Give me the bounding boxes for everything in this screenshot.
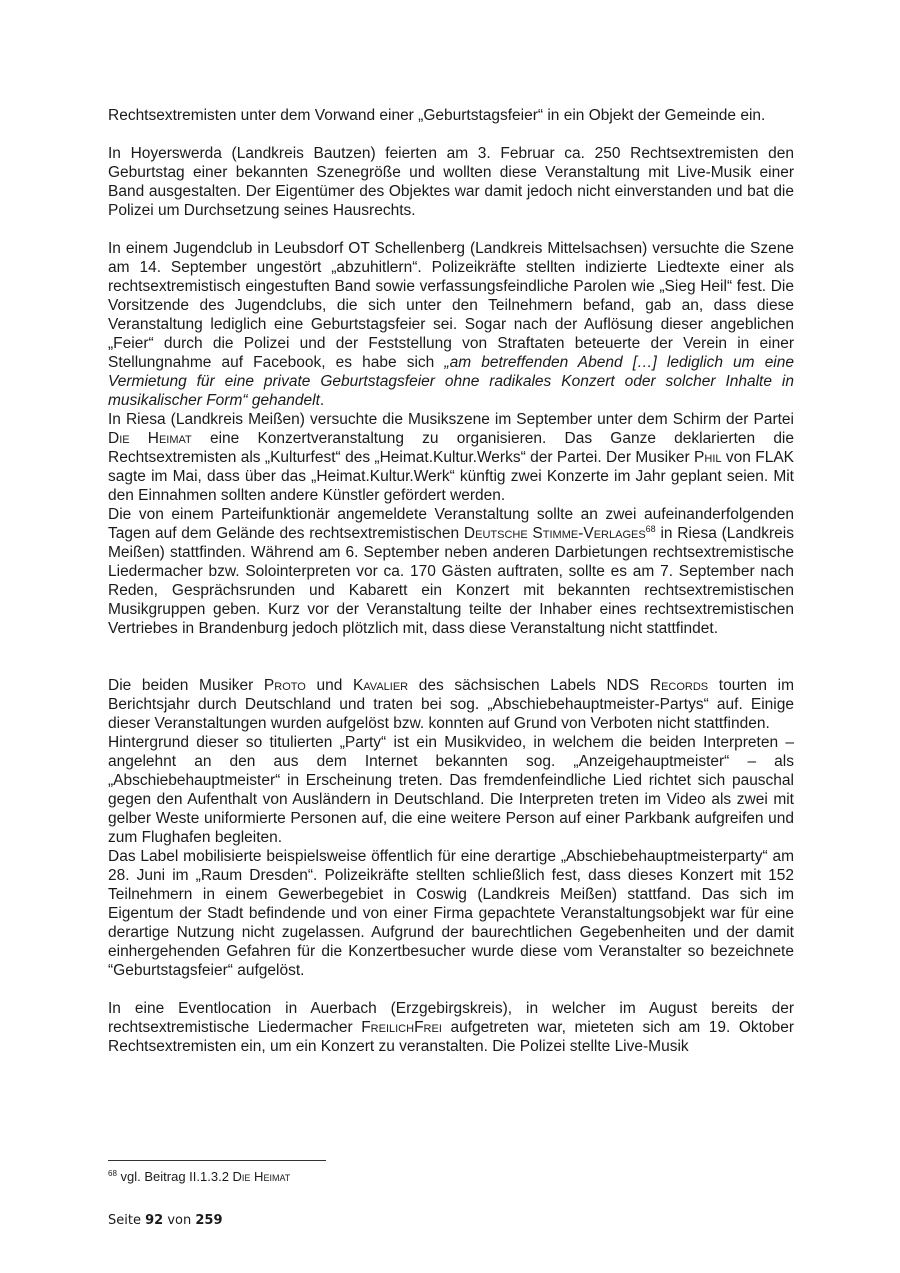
paragraph-text: In einem Jugendclub in Leubsdorf OT Schellenberg (Landkreis Mittelsachsen) versuchte die Szene am 14. September ungestört „abzuhitlern“. Polizeikräfte stellten indizierte Liedtexte einer als rechtsextremistisch eingestuften Band sowie verfassungsfeindliche Parolen wie „Sieg Heil“ fest. Die Vorsitzende des Jugendclubs, die sich unter den Teilnehmern befand, gab an, dass diese Veranstaltung lediglich eine Geburtstagsfeier sei. Sogar nach der Auflösung dieser angeblichen „Feier“ durch die Polizei und der Feststellung von Straftaten beteuerte der Verein in einer Stellungnahme auf Facebook, es habe sich: [108, 240, 794, 371]
footnote-divider: [108, 1160, 326, 1161]
quote-text: „am betreffenden Abend […] lediglich um eine Vermietung für eine private Geburtstagsfeier ohne radikales Konzert oder solcher Inhalte in musikalischer Form“ gehandelt: [108, 354, 794, 409]
paragraph-1: Rechtsextremisten unter dem Vorwand einer „Geburtstagsfeier“ in ein Objekt der Gemeinde ein.: [108, 107, 766, 124]
party-name: Die Heimat: [108, 430, 192, 447]
musician-proto: Proto: [263, 677, 306, 694]
artist-name: FreilichFrei: [361, 1019, 442, 1036]
paragraph-background: Hintergrund dieser so titulierten „Party“ ist ein Musikvideo, in welchem die beiden Interpreten – angelehnt an den aus dem Internet bekannten sog. „Anzeigehauptmeister“ – als „Abschiebehauptmeister“ in Erscheinung treten. Das fremdenfeindliche Lied richtet sich pauschal gegen den Aufenthalt von Ausländern in Deutschland. Die Interpreten treten im Video als zwei mit gelber Weste uniformierte Personen auf, die eine weitere Person auf einer Parkbank aufgreifen und zum Flughafen begleiten.: [108, 734, 794, 846]
paragraph-label: Das Label mobilisierte beispielsweise öffentlich für eine derartige „Abschiebehauptmeisterparty“ am 28. Juni im „Raum Dresden“. Polizeikräfte stellten schließlich fest, dass dieses Konzert mit 152 Teilnehmern in einem Gewerbegebiet in Coswig (Landkreis Meißen) stattfand. Das sich im Eigentum der Stadt befindende und von einer Firma gepachtete Veranstaltungsobjekt war für eine derartige Nutzung nicht zugelassen. Aufgrund der baurechtlichen Gegebenheiten und der damit einhergehenden Gefahren für die Konzertbesucher wurde diese vom Veranstalter so bezeichnete “Geburtstagsfeier“ aufgelöst.: [108, 848, 794, 979]
publisher-name: Deutsche Stimme-Verlages: [463, 525, 646, 542]
footnote-number: 68: [108, 1169, 117, 1178]
page-number: Seite 92 von 259: [108, 1213, 223, 1228]
paragraph-auerbach: In eine Eventlocation in Auerbach (Erzgebirgskreis), in welcher im August bereits der rechtsextremistische Liedermacher FreilichFrei aufgetreten war, mieteten sich am 19. Oktober Rechtsextremisten ein, um ein Konzert zu veranstalten. Die Polizei stellte Live-Musik: [108, 1000, 794, 1055]
paragraph-musicians: Die beiden Musiker Proto und Kavalier des sächsischen Labels NDS Records tourten im Berichtsjahr durch Deutschland und traten bei sog. „Abschiebehauptmeister-Partys“ auf. Einige dieser Veranstaltungen wurden aufgelöst bzw. konnten auf Grund von Verboten nicht stattfinden.: [108, 677, 794, 732]
musician-name: Phil: [694, 449, 722, 466]
footnote-reference[interactable]: 68: [645, 524, 656, 534]
total-pages: 259: [195, 1213, 223, 1228]
paragraph-riesa: In Riesa (Landkreis Meißen) versuchte die Musikszene im September unter dem Schirm der Partei Die Heimat eine Konzertveranstaltung zu organisieren. Das Ganze deklarierten die Rechtsextremisten als „Kulturfest“ des „Heimat.Kultur.Werks“ der Partei. Der Musiker Phil von FLAK sagte im Mai, dass über das „Heimat.Kultur.Werk“ künftig zwei Konzerte im Jahr geplant seien. Mit den Einnahmen sollten andere Künstler gefördert werden.: [108, 411, 794, 504]
footnote-ref-text: Die Heimat: [232, 1169, 291, 1184]
paragraph-veranstaltung: Die von einem Parteifunktionär angemeldete Veranstaltung sollte an zwei aufeinanderfolgenden Tagen auf dem Gelände des rechtsextremistischen Deutsche Stimme-Verlages$^{68}$ in Riesa (Landkreis Meißen) stattfinden. Während am 6. September neben anderen Darbietungen rechtsextremistische Liedermacher bzw. Solointerpreten vor ca. 170 Gästen auftraten, sollte es am 7. September nach Reden, Gesprächsrunden und Kabarett ein Konzert mit bekannten rechtsextremistischen Musikgruppen geben. Kurz vor der Veranstaltung teilte der Inhaber eines rechtsextremistischen Vertriebes in Brandenburg jedoch plötzlich mit, dass diese Veranstaltung nicht stattfindet.: [108, 506, 794, 637]
current-page: 92: [145, 1213, 164, 1228]
label-records: Records: [649, 677, 709, 694]
paragraph-hoyerswerda: In Hoyerswerda (Landkreis Bautzen) feierten am 3. Februar ca. 250 Rechtsextremisten den Geburtstag einer bekannten Szenegröße und wollten diese Veranstaltung mit Live-Musik einer Band ausgestalten. Der Eigentümer des Objektes war damit jedoch nicht einverstanden und bat die Polizei um Durchsetzung seines Hausrechts.: [108, 145, 794, 219]
musician-kavalier: Kavalier: [352, 677, 409, 694]
body-text: [108, 106, 794, 1056]
footnote: $^{68}$ vgl. Beitrag II.1.3.2 Die Heimat: [108, 1169, 291, 1184]
paragraph-leubsdorf: In einem Jugendclub in Leubsdorf OT Schellenberg (Landkreis Mittelsachsen) versuchte die Szene am 14. September ungestört „abzuhitlern“. Polizeikräfte stellten indizierte Liedtexte einer als rechtsextremistisch eingestuften Band sowie verfassungsfeindliche Parolen wie „Sieg Heil“ fest. Die Vorsitzende des Jugendclubs, die sich unter den Teilnehmern befand, gab an, dass diese Veranstaltung lediglich eine Geburtstagsfeier sei. Sogar nach der Auflösung dieser angeblichen „Feier“ durch die Polizei und der Feststellung von Straftaten beteuerte der Verein in einer Stellungnahme auf Facebook, es habe sich „am betreffenden Abend […] lediglich um eine Vermietung für eine private Geburtstagsfeier ohne radikales Konzert oder solcher Inhalte in musikalischer Form“ gehandelt.: [108, 240, 794, 409]
